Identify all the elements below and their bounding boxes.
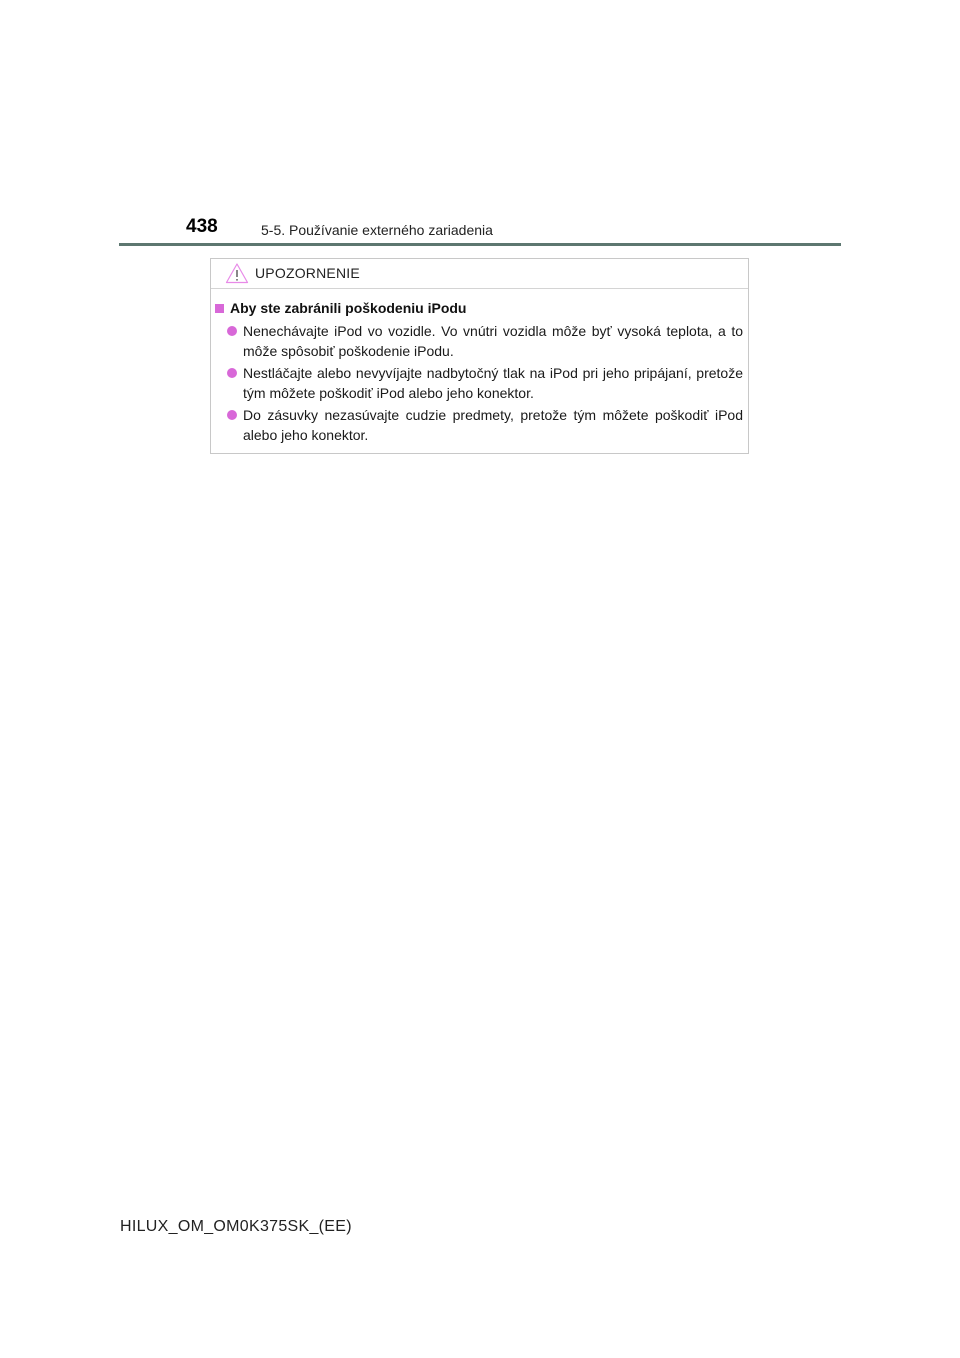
list-item — [225, 321, 743, 361]
warning-title: UPOZORNENIE — [255, 265, 360, 281]
bullet-dot-icon — [227, 368, 237, 378]
warning-box — [210, 258, 749, 454]
square-bullet-icon — [215, 304, 224, 313]
warning-header — [211, 259, 748, 289]
list-item-text: Nenechávajte iPod vo vozidle. Vo vnútri vozidla môže byť vysoká teplota, a to môže spôsobiť poškodenie iPodu. — [243, 323, 743, 359]
bullet-dot-icon — [227, 410, 237, 420]
list-item-text: Nestláčajte alebo nevyvíjajte nadbytočný tlak na iPod pri jeho pripájaní, pretože tým môžete poškodiť iPod alebo jeho konektor. — [243, 365, 743, 401]
list-item — [225, 363, 743, 403]
header-rule — [119, 243, 841, 246]
warning-triangle-icon — [225, 262, 249, 284]
footer-document-code: HILUX_OM_OM0K375SK_(EE) — [120, 1218, 352, 1235]
page-number: 438 — [186, 216, 218, 237]
warning-subheading — [215, 300, 466, 316]
section-title: 5-5. Používanie externého zariadenia — [261, 222, 493, 238]
subheading-text: Aby ste zabránili poškodeniu iPodu — [230, 300, 467, 316]
list-item-text: Do zásuvky nezasúvajte cudzie predmety, pretože tým môžete poškodiť iPod alebo jeho konektor. — [243, 407, 743, 443]
list-item — [225, 405, 743, 445]
bullet-dot-icon — [227, 326, 237, 336]
